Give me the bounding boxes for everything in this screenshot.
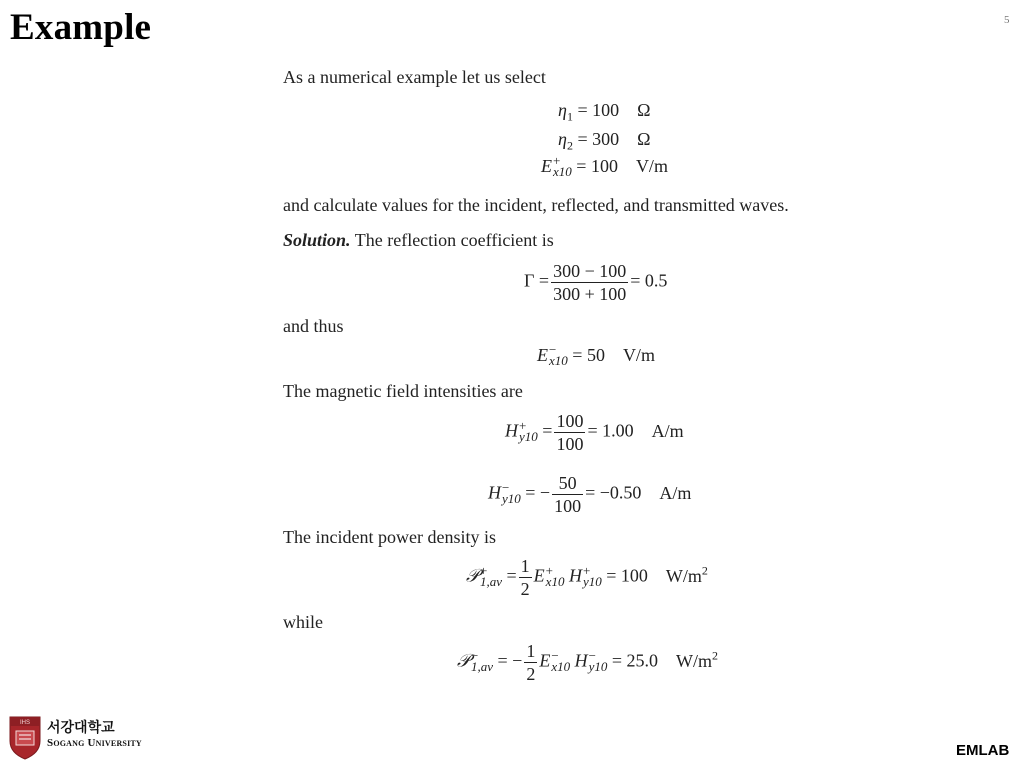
p-ref-sup: − <box>470 647 479 663</box>
equation-eta2: $\eta_2 = 300$ Ω <box>558 129 651 153</box>
h-ref-fraction <box>552 472 583 517</box>
p-inc-unit: W/m <box>665 565 702 586</box>
h-inc-unit: A/m <box>651 420 684 441</box>
p-inc-fraction <box>519 555 532 600</box>
e-inc-unit: V/m <box>635 156 668 176</box>
eta1-sub: 1 <box>566 109 573 124</box>
p-ref-prefix: = − <box>497 650 523 671</box>
power-text: The incident power density is <box>283 527 496 547</box>
footer-label: EMLAB <box>956 742 1010 759</box>
e-ref-sup: − <box>549 341 557 357</box>
e-inc-sub: x10 <box>553 163 572 179</box>
p-inc-sub: 1,av <box>479 573 503 589</box>
page-number: 5 <box>1004 14 1010 26</box>
gamma-numerator: 300 − 100 <box>553 261 627 281</box>
p-inc-numerator: 1 <box>520 556 530 576</box>
h-ref-numerator: 50 <box>552 472 583 495</box>
gamma-denominator: 300 + 100 <box>553 284 627 304</box>
h-inc-symbol: H <box>505 420 518 441</box>
p-ref-fraction <box>524 640 537 685</box>
solution-line <box>283 230 554 251</box>
e-ref-symbol: E <box>537 345 548 365</box>
e-inc-sup: + <box>553 152 561 168</box>
h-inc-sup: + <box>519 417 527 433</box>
eta1-symbol: η <box>558 100 567 120</box>
p-inc-unit-exp: 2 <box>701 563 708 578</box>
e-inc-value: 100 <box>590 156 618 176</box>
crest-text: IHS <box>19 720 31 726</box>
p-ref-h-symbol: H <box>574 650 588 671</box>
h-ref-symbol: H <box>488 482 501 503</box>
eta1-unit: Ω <box>637 100 651 120</box>
h-inc-result: = 1.00 <box>587 420 634 441</box>
while-text: while <box>283 612 323 632</box>
h-ref-unit: A/m <box>659 482 692 503</box>
eta2-sub: 2 <box>566 138 573 153</box>
p-inc-sup: + <box>479 562 488 578</box>
p-inc-e-sup: + <box>545 562 554 578</box>
university-logo <box>8 713 158 763</box>
equation-p-incident: 𝒫 + 1,av = $\frac{1}{2}$ E + x10 H + y10 = 100 $W/m^2$ <box>466 556 708 599</box>
equation-e-incident: E + x10 = 100 V/m <box>541 152 668 179</box>
magnetic-text: The magnetic field intensities are <box>283 381 523 401</box>
e-ref-unit: V/m <box>622 345 655 365</box>
h-ref-sub: y10 <box>502 490 521 506</box>
slide-title: Example <box>10 7 152 48</box>
equation-e-reflected: E − x10 = 50 V/m <box>537 341 655 368</box>
p-ref-numerator: 1 <box>526 641 536 661</box>
eta1-value: 100 <box>592 100 620 120</box>
university-crest-icon <box>8 715 42 761</box>
h-inc-numerator: 100 <box>556 411 584 431</box>
p-inc-result: = 100 <box>606 565 648 586</box>
p-ref-sub: 1,av <box>470 658 494 674</box>
h-inc-denominator: 100 <box>556 434 584 454</box>
equation-gamma: Γ = $\frac{300 - 100}{300 + 100}$ = 0.5 <box>524 261 668 304</box>
p-ref-unit: W/m <box>676 650 713 671</box>
gamma-result: = 0.5 <box>630 270 668 291</box>
eta2-value: 300 <box>592 129 620 149</box>
h-ref-prefix: = − <box>525 482 551 503</box>
p-inc-h-sup: + <box>582 562 591 578</box>
equation-h-incident: H + y10 = $\frac{100}{100}$ = 1.00 A/m <box>505 411 684 454</box>
e-ref-value: 50 <box>586 345 605 365</box>
p-ref-h-sup: − <box>588 647 596 663</box>
equation-h-reflected <box>488 472 691 517</box>
p-inc-e-sub: x10 <box>545 573 565 589</box>
p-ref-e-sup: − <box>551 647 559 663</box>
h-inc-sub: y10 <box>519 428 538 444</box>
h-ref-denominator: 100 <box>554 496 582 516</box>
p-ref-result: = 25.0 <box>611 650 659 671</box>
solution-label: Solution. <box>283 230 351 250</box>
h-ref-result: = −0.50 <box>585 482 642 503</box>
p-inc-denominator: 2 <box>520 579 530 599</box>
p-ref-symbol: 𝒫 <box>457 650 470 671</box>
equation-eta1: $\eta_1 = 100$ Ω <box>558 100 651 124</box>
university-korean-name: 서강대학교 <box>47 720 115 736</box>
p-inc-h-sub: y10 <box>582 573 602 589</box>
p-ref-e-sub: x10 <box>551 658 571 674</box>
p-inc-e-symbol: E <box>533 565 545 586</box>
gamma-symbol: Γ <box>524 270 535 291</box>
calculate-text: and calculate values for the incident, reflected, and transmitted waves. <box>283 195 789 215</box>
p-inc-h-symbol: H <box>568 565 582 586</box>
p-inc-symbol: 𝒫 <box>466 565 479 586</box>
e-ref-sub: x10 <box>549 352 568 368</box>
h-ref-sup: − <box>502 479 510 495</box>
eta2-symbol: η <box>558 129 567 149</box>
h-inc-fraction <box>554 410 585 455</box>
eta2-unit: Ω <box>637 129 651 149</box>
p-ref-h-sub: y10 <box>588 658 608 674</box>
p-ref-unit-exp: 2 <box>712 648 719 663</box>
intro-text: As a numerical example let us select <box>283 67 546 87</box>
p-ref-e-symbol: E <box>539 650 551 671</box>
and-thus-text: and thus <box>283 316 344 336</box>
p-ref-denominator: 2 <box>526 664 536 684</box>
gamma-fraction <box>551 260 628 305</box>
university-english-name: Sogang University <box>47 737 142 749</box>
e-inc-symbol: E <box>541 156 552 176</box>
solution-text: The reflection coefficient is <box>354 230 554 250</box>
equation-p-reflected <box>457 640 718 685</box>
